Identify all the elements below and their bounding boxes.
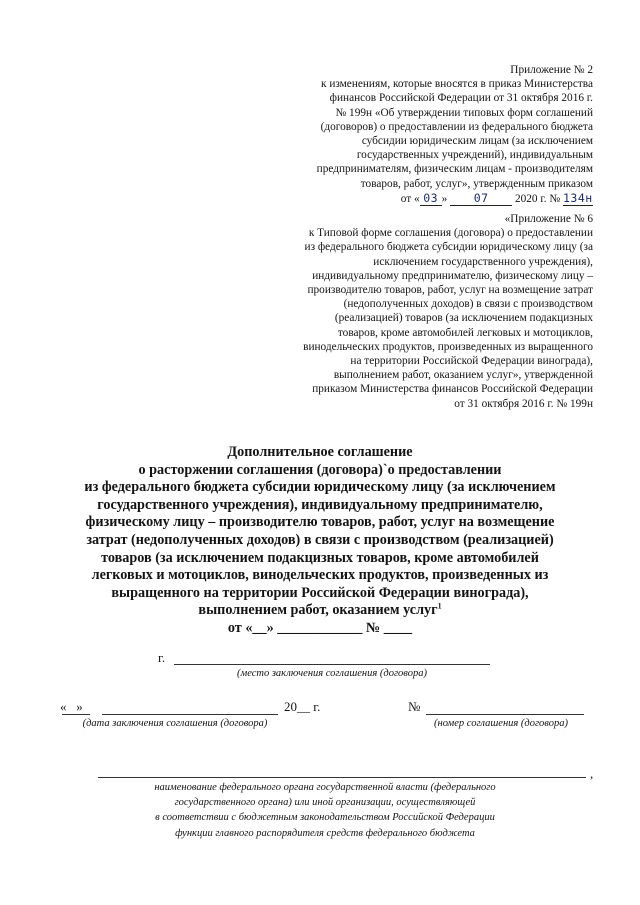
title-line: о расторжении соглашения (договора)`о предоставлении bbox=[138, 461, 502, 478]
title-line: выращенного на территории Российской Федерации винограда), bbox=[111, 584, 529, 601]
appendix-2-line: предпринимателям, физическим лицам - производителям bbox=[316, 163, 593, 176]
organization-field[interactable] bbox=[98, 777, 586, 778]
appendix-2-header bbox=[283, 63, 593, 206]
number-sign: № bbox=[408, 699, 421, 714]
appendix-6-line: из федерального бюджета субсидии юридическому лицу (за bbox=[304, 241, 593, 254]
appendix-6-line: (реализацией) товаров (за исключением подакцизных bbox=[334, 312, 593, 325]
agreement-number-field[interactable] bbox=[426, 714, 584, 715]
place-caption: (место заключения соглашения (договора) bbox=[237, 668, 427, 679]
title-line: из федерального бюджета субсидии юридическому лицу (за исключением bbox=[84, 479, 556, 496]
organization-caption-line: функции главного распорядителя средств федерального бюджета bbox=[175, 827, 475, 839]
date-caption: (дата заключения соглашения (договора) bbox=[82, 718, 268, 729]
appendix-6-line: приказом Министерства финансов Российской Федерации bbox=[312, 383, 593, 396]
appendix-6-line: производителю товаров, работ, услуг на возмещение затрат bbox=[307, 284, 593, 297]
appendix-6-line: выполнением работ, оказанием услуг», утвержденной bbox=[333, 369, 593, 382]
appendix-2-line: субсидии юридическим лицам (за исключением bbox=[361, 135, 593, 148]
title-line: товаров (за исключением подакцизных товаров, кроме автомобилей bbox=[101, 549, 539, 566]
place-field[interactable] bbox=[174, 664, 490, 665]
number-caption: (номер соглашения (договора) bbox=[434, 718, 568, 729]
organization-caption-line: государственного органа) или иной организации, осуществляющей bbox=[174, 797, 476, 809]
title-line: Дополнительное соглашение bbox=[227, 444, 413, 460]
appendix-6-line: (недополученных доходов) в связи с производством bbox=[343, 298, 593, 311]
title-line: легковых и мотоциклов, винодельческих продуктов, произведенных из bbox=[91, 567, 549, 584]
organization-caption-line: в соответствии с бюджетным законодательством Российской Федерации bbox=[155, 812, 495, 824]
organization-caption bbox=[90, 780, 560, 841]
title-date-line: от «__» ____________ № ____ bbox=[227, 619, 413, 636]
appendix-2-line: № 199н «Об утверждении типовых форм соглашений bbox=[335, 106, 593, 119]
appendix-6-header bbox=[273, 212, 593, 411]
order-month: 07 bbox=[450, 191, 512, 206]
footnote-mark: 1 bbox=[437, 601, 442, 611]
order-date-prefix: от « bbox=[400, 192, 420, 205]
appendix-6-line: исключением государственного учреждения), bbox=[373, 255, 593, 268]
appendix-2-line: товаров, работ, услуг», утвержденным приказом bbox=[360, 177, 593, 190]
appendix-2-line: (договоров) о предоставлении из федерального бюджета bbox=[320, 120, 593, 133]
title-line: затрат (недополученных доходов) в связи с производством (реализацией) bbox=[86, 531, 554, 548]
appendix-2-title: Приложение № 2 bbox=[510, 64, 593, 76]
organization-caption-line: наименование федерального органа государственной власти (федерального bbox=[154, 782, 496, 793]
appendix-2-line: к изменениям, которые вносятся в приказ Министерства bbox=[321, 78, 593, 91]
title-line: государственного учреждения), индивидуальному предпринимателю, bbox=[97, 496, 543, 513]
appendix-6-line: индивидуальному предпринимателю, физическому лицу – bbox=[312, 269, 593, 282]
order-date-line bbox=[283, 191, 593, 206]
title-last-line bbox=[20, 602, 620, 620]
order-number: 134н bbox=[563, 190, 593, 205]
document-title bbox=[20, 444, 620, 638]
appendix-2-line: финансов Российской Федерации от 31 октября 2016 г. bbox=[329, 92, 593, 105]
appendix-2-line: государственных учреждений), индивидуальным bbox=[356, 149, 593, 162]
title-last-line-text: выполнением работ, оказанием услуг bbox=[198, 602, 438, 619]
appendix-6-line: на территории Российской Федерации винограда), bbox=[350, 355, 593, 368]
organization-comma: , bbox=[590, 766, 594, 781]
month-field[interactable] bbox=[102, 714, 278, 715]
appendix-6-title: «Приложение № 6 bbox=[504, 213, 593, 225]
day-field[interactable] bbox=[62, 714, 90, 715]
appendix-6-line: винодельческих продуктов, произведенных из выращенного bbox=[303, 340, 593, 353]
appendix-6-line: от 31 октября 2016 г. № 199н bbox=[454, 397, 593, 410]
year-text: 20__ г. bbox=[284, 699, 321, 714]
order-day: 03 bbox=[420, 191, 442, 206]
date-quotes: « » bbox=[60, 699, 83, 714]
appendix-6-line: товаров, кроме автомобилей легковых и мотоциклов, bbox=[337, 326, 593, 339]
title-line: физическому лицу – производителю товаров, работ, услуг на возмещение bbox=[85, 514, 555, 531]
order-year-text: 2020 г. № bbox=[514, 192, 561, 205]
city-prefix: г. bbox=[158, 650, 166, 665]
appendix-6-line: к Типовой форме соглашения (договора) о предоставлении bbox=[308, 227, 593, 240]
order-date-mid: » bbox=[441, 192, 448, 205]
